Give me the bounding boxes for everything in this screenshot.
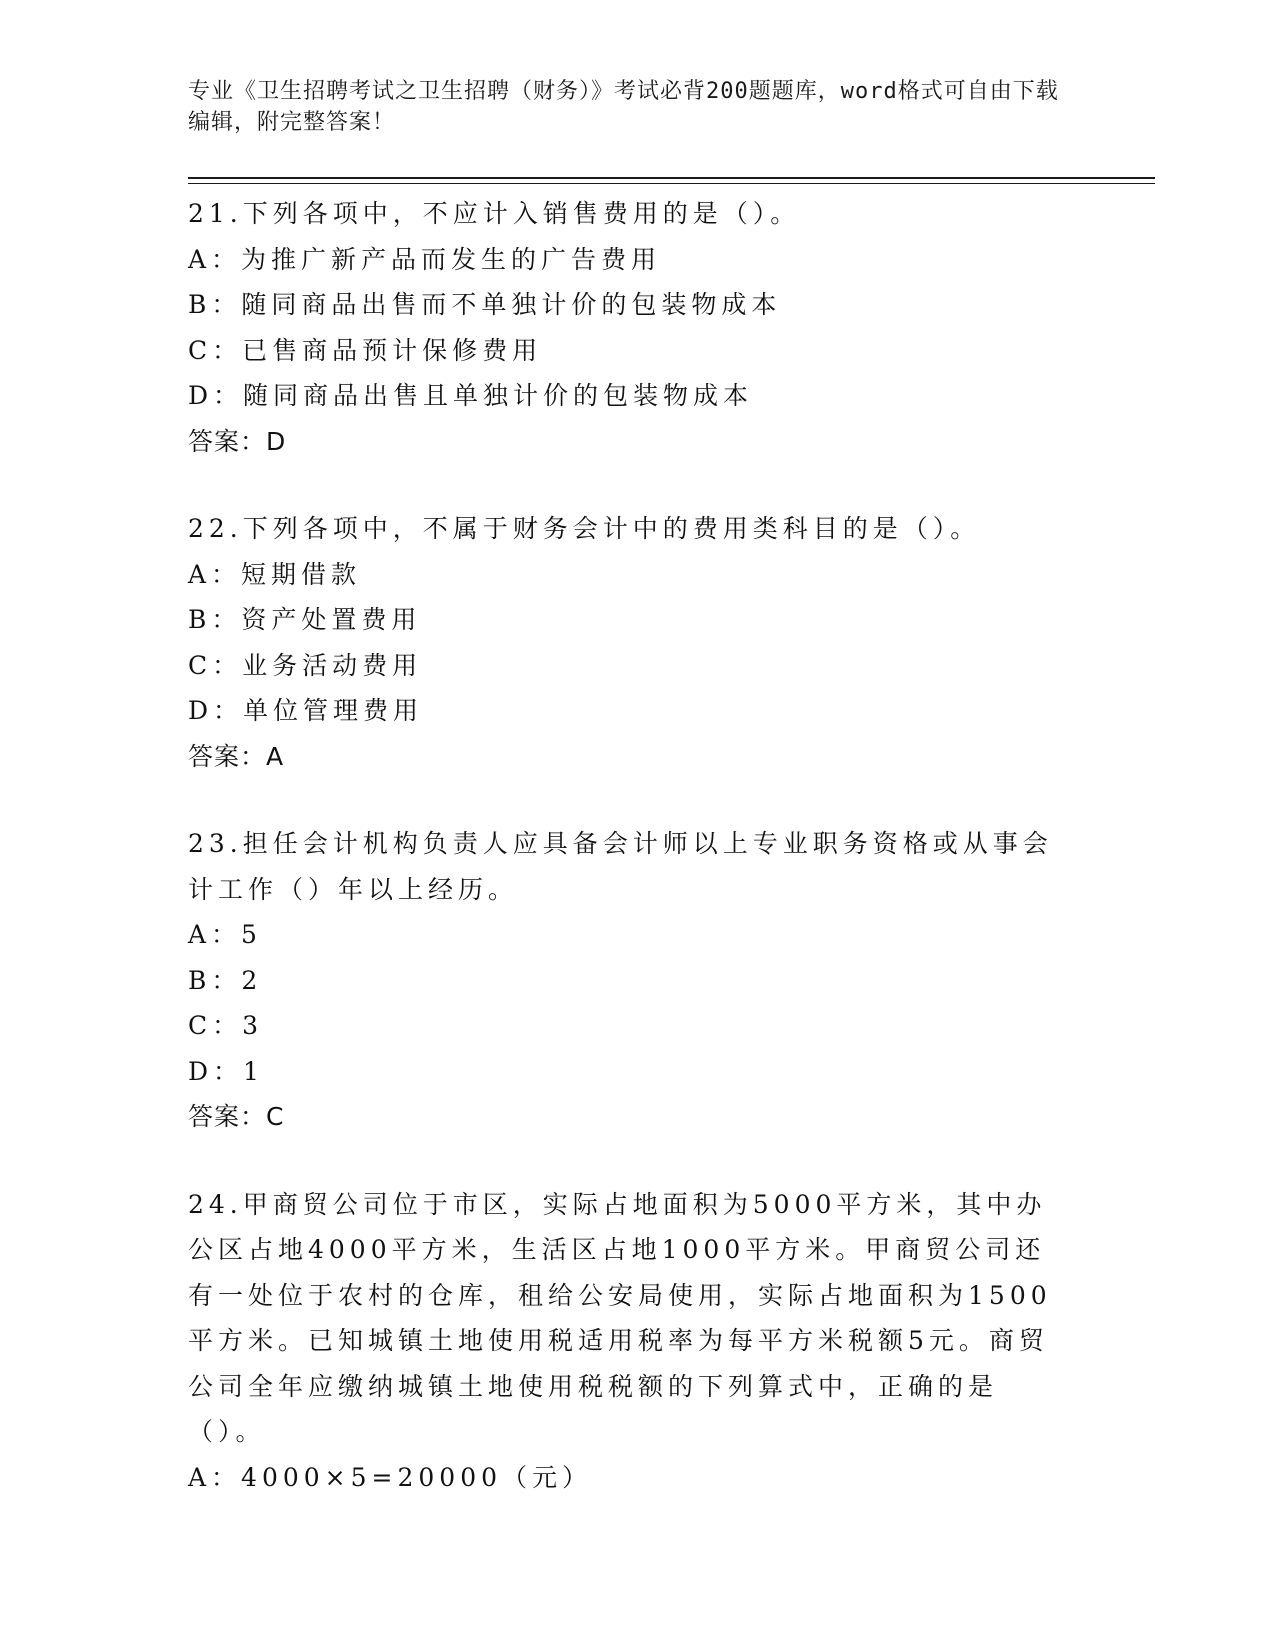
option-b: B：资产处置费用 <box>188 605 422 634</box>
header-divider-thin <box>188 183 1155 184</box>
question-21 <box>188 191 1068 464</box>
option-c: C：已售商品预计保修费用 <box>188 335 543 365</box>
answer: 答案：A <box>188 741 285 771</box>
question-stem: 22.下列各项中，不属于财务会计中的费用类科目的是（）。 <box>188 514 981 543</box>
question-23 <box>188 821 1068 1140</box>
document-header: 专业《卫生招聘考试之卫生招聘（财务）》考试必背200题题库，word格式可自由下载编辑，附完整答案！ <box>188 79 1059 135</box>
answer: 答案：C <box>188 1102 285 1131</box>
question-stem: 24.甲商贸公司位于市区，实际占地面积为5000平方米，其中办公区占地4000平方米，生活区占地1000平方米。甲商贸公司还有一处位于农村的仓库，租给公安局使用，实际占地面积为1500平方米。已知城镇土地使用税适用税率为每平方米税额5元。商贸公司全年应缴纳城镇土地使用税税额的下列算式中，正确的是（）。 <box>188 1189 1052 1446</box>
question-stem: 23.担任会计机构负责人应具备会计师以上专业职务资格或从事会计工作（）年以上经历。 <box>188 829 1053 904</box>
option-a: A：5 <box>188 920 262 949</box>
option-c: C：业务活动费用 <box>188 650 423 680</box>
header-divider-thick <box>188 177 1155 179</box>
option-a: A：4000×5=20000（元） <box>188 1462 593 1492</box>
answer: 答案：D <box>188 426 287 456</box>
option-d: D：1 <box>188 1056 264 1086</box>
question-24 <box>188 1182 1068 1501</box>
option-d: D：随同商品出售且单独计价的包装物成本 <box>188 381 754 410</box>
option-d: D：单位管理费用 <box>188 696 424 725</box>
option-a: A：为推广新产品而发生的广告费用 <box>188 244 662 274</box>
question-22 <box>188 506 1068 779</box>
question-list <box>188 191 1068 1542</box>
option-b: B：随同商品出售而不单独计价的包装物成本 <box>188 290 782 319</box>
option-c: C：3 <box>188 1011 264 1040</box>
option-b: B：2 <box>188 965 263 995</box>
option-a: A：短期借款 <box>188 559 362 589</box>
question-stem: 21.下列各项中，不应计入销售费用的是（）。 <box>188 199 801 228</box>
